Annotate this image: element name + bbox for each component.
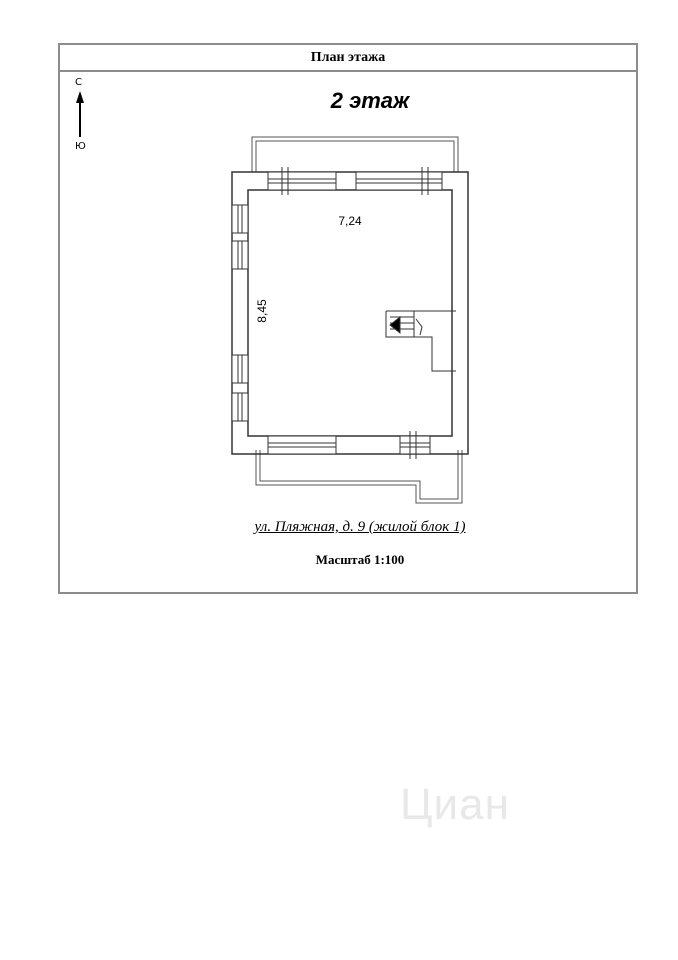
balcony-bottom (256, 450, 462, 503)
width-dimension: 7,24 (338, 214, 362, 228)
north-arrow-icon (76, 91, 84, 137)
floor-plan-drawing (60, 45, 636, 592)
window-top-left (268, 167, 336, 195)
window-top-right (356, 167, 442, 195)
compass-north-label: С (75, 77, 82, 88)
length-dimension: 8,45 (255, 299, 269, 323)
sheet-title: План этажа (60, 45, 636, 72)
stairs-icon (386, 311, 456, 371)
floor-plan-sheet (58, 43, 638, 594)
floor-label: 2 этаж (330, 88, 410, 113)
balcony-top (252, 137, 458, 172)
window-bottom-right (400, 431, 430, 459)
watermark-logo: Циан (400, 780, 510, 829)
windows-left (232, 205, 248, 421)
address-caption: ул. Пляжная, д. 9 (жилой блок 1) (254, 519, 466, 535)
window-bottom-left (268, 436, 336, 454)
compass-south-label: Ю (75, 141, 86, 152)
scale-label: Масштаб 1:100 (315, 552, 405, 567)
